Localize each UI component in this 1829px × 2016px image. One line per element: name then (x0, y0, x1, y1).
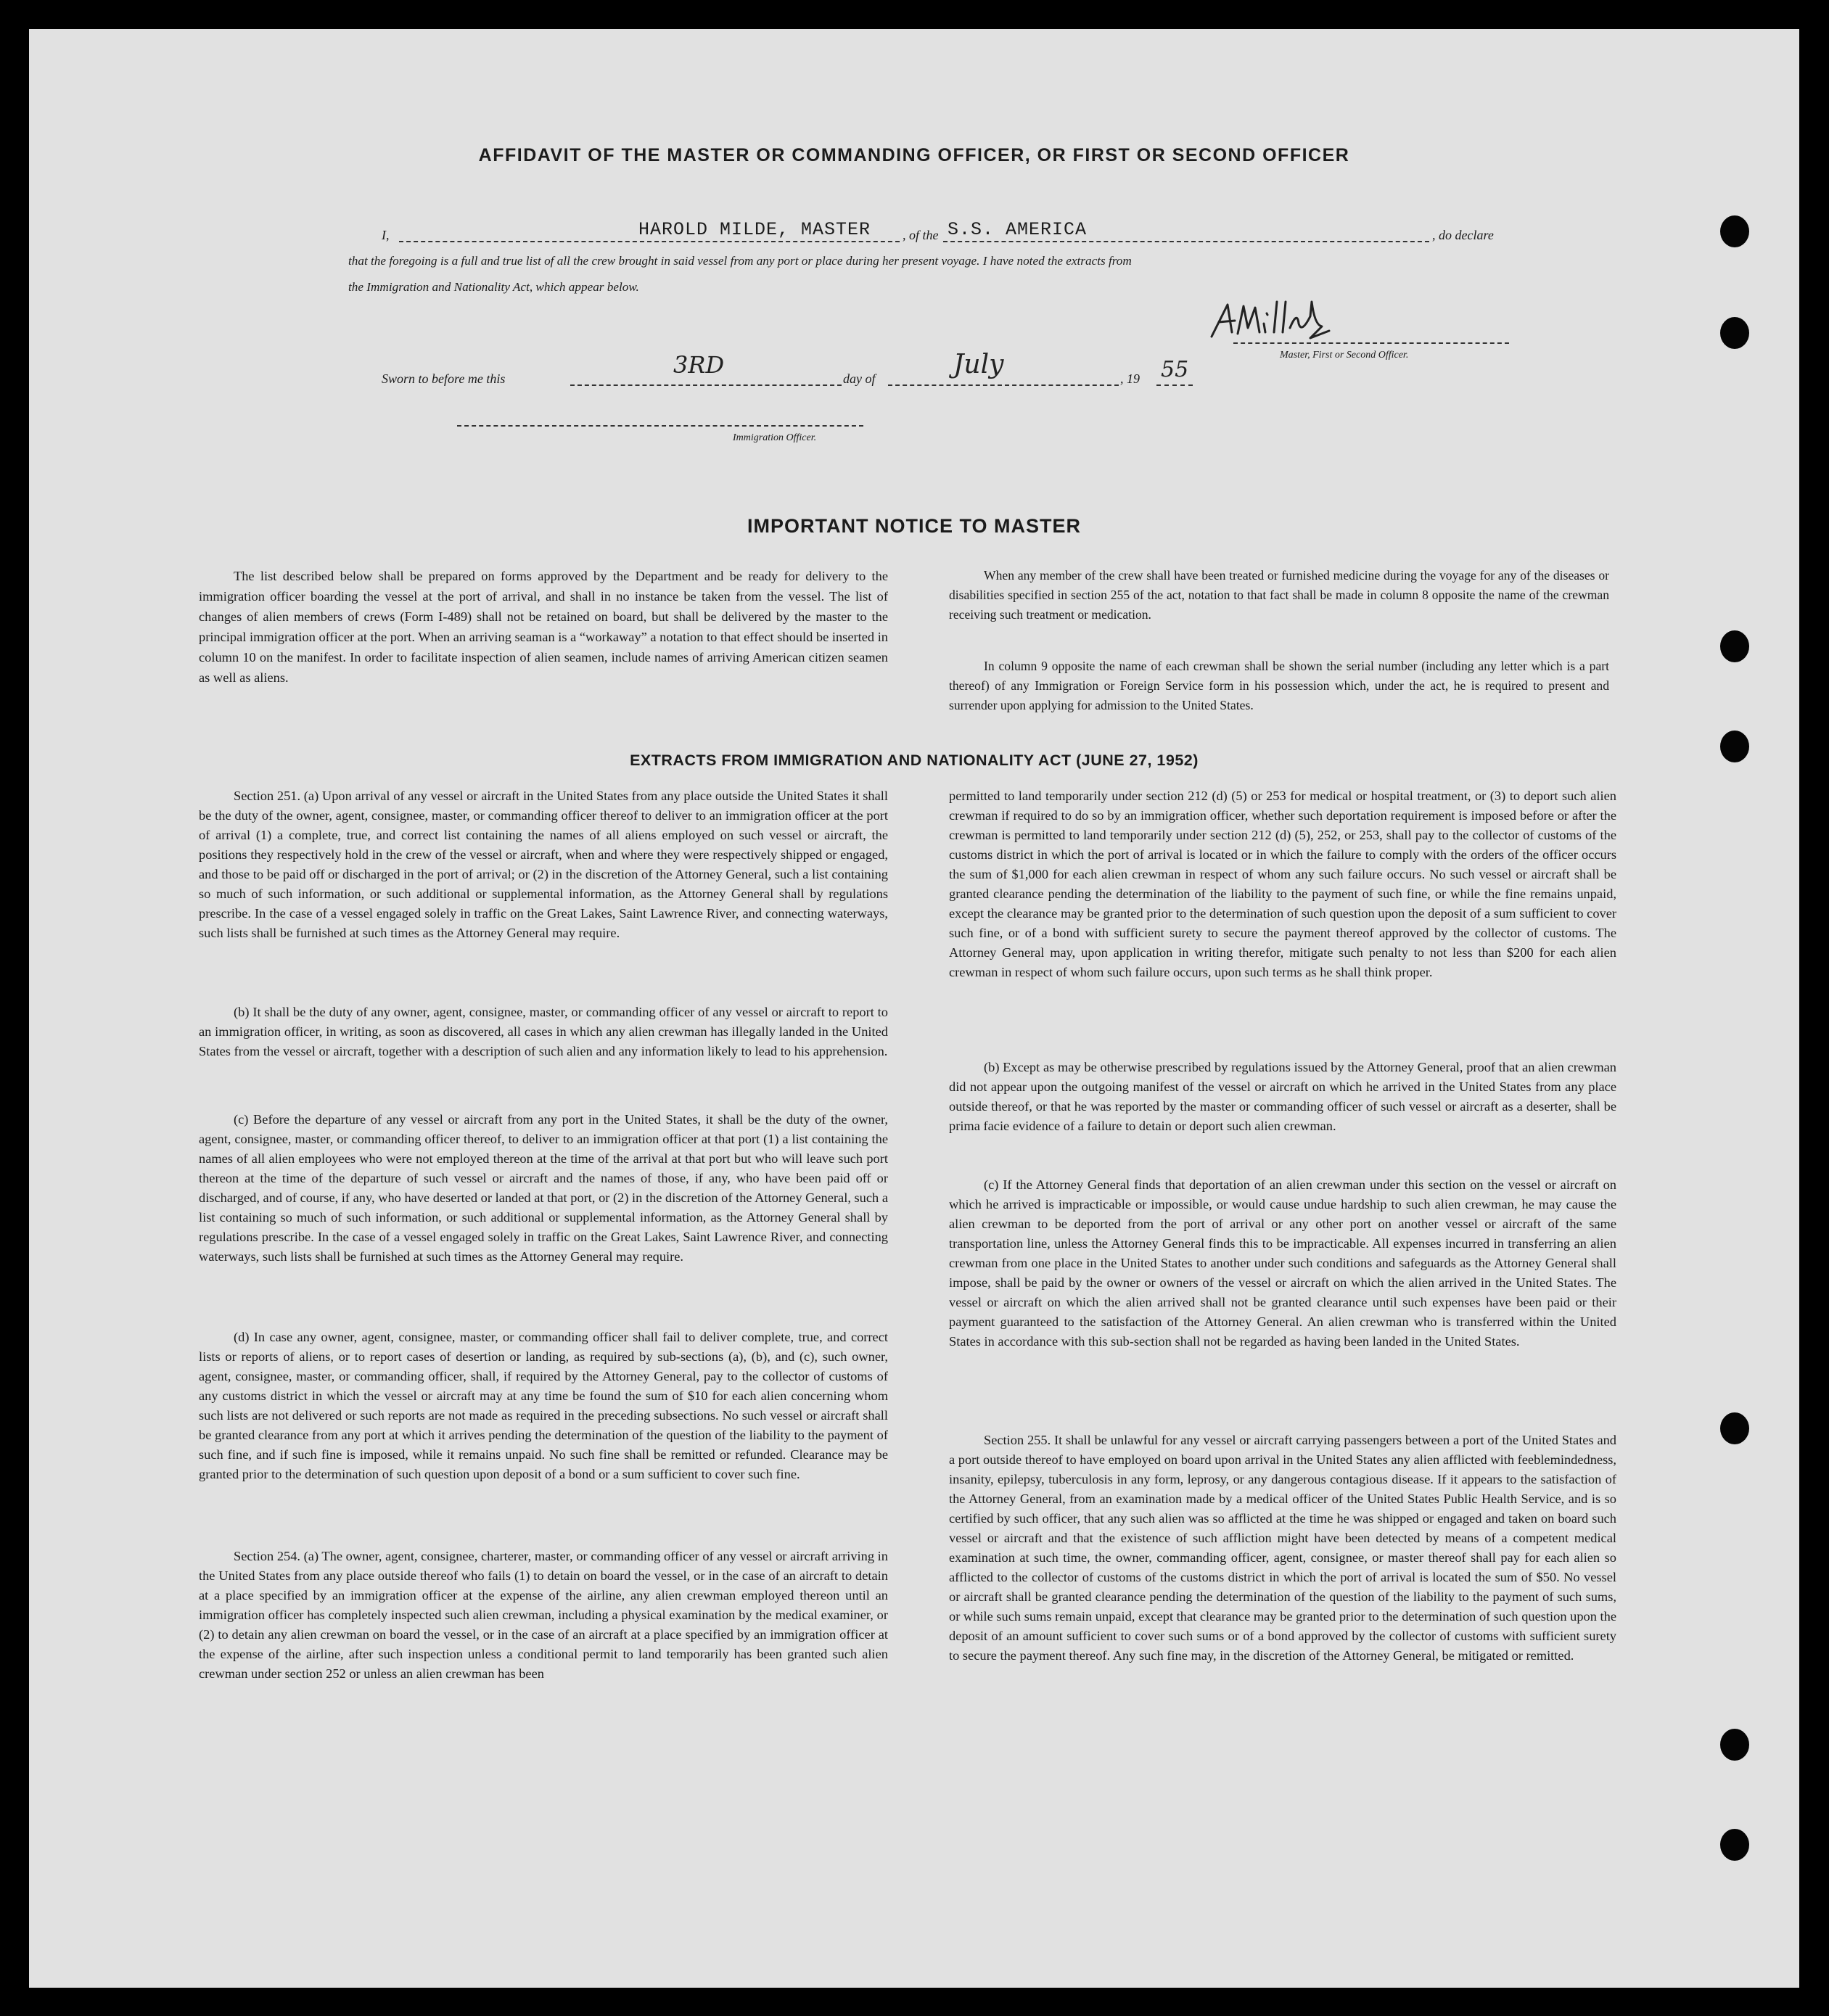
do-declare-label: , do declare (1432, 228, 1494, 242)
master-signature (1201, 296, 1347, 344)
month-blank (888, 384, 1119, 386)
day-value: 3RD (673, 351, 725, 379)
immigration-officer-line (457, 425, 863, 427)
extract-section-255: Section 255. It shall be unlawful for any vessel or aircraft carrying passengers between a port of the United States and a port outside thereof to have employed on board upon arrival in the United States any alien afflicted with feeblemindedness, insanity, epilepsy, tuberculosis in any form, leprosy, or any dangerous contagious disease. If it appears to the satisfaction of the Attorney General, from an examination made by a medical officer of the United States Public Health Service, and is so certified by such officer, that any such alien was so afflicted at the time he was shipped or engaged and taken on board such vessel or aircraft and that the existence of such affliction might have been detected by means of a competent medical examination at such time, the owner, commanding officer, agent, consignee, or master thereof shall pay for each alien so afflicted to the collector of customs of the customs district in which the port of arrival is located the sum of $50. No vessel or aircraft shall be granted clearance pending the determination of the question of the liability to the payment of such sums, or while such sums remain unpaid, except that clearance may be granted prior to the determination of such question upon the deposit of an amount sufficient to cover such sums or of a bond approved by the collector of customs with sufficient surety to secure the payment thereof. Any such fine may, in the discretion of the Attorney General, be mitigated or remitted. (949, 1433, 1616, 1663)
notice-right-paragraph-1: When any member of the crew shall have been treated or furnished medicine during the voyage for any of the diseases or disabilities specified in section 255 of the act, notation to that fact shall be made in column 8 opposite the name of the crewman receiving such treatment or medication. (949, 568, 1609, 622)
of-the-label: , of the (903, 228, 939, 242)
master-name-value: HAROLD MILDE, MASTER (638, 219, 871, 240)
master-name-blank (399, 241, 900, 242)
vessel-name-blank (943, 241, 1429, 242)
binder-hole (1720, 1729, 1749, 1761)
sworn-prefix: Sworn to before me this (382, 371, 506, 386)
year-blank (1156, 384, 1193, 386)
affidavit-line3: the Immigration and Nationality Act, which appear below. (348, 280, 639, 294)
affidavit-title: AFFIDAVIT OF THE MASTER OR COMMANDING OFFICER, OR FIRST OR SECOND OFFICER (478, 145, 1350, 165)
notice-left-paragraph: The list described below shall be prepared on forms approved by the Department and be ready for delivery to the immigration officer boarding the vessel at the port of arrival, and shall in no instance be taken from the vessel. The list of changes of alien members of crews (Form I-489) shall not be retained on board, but shall be delivered by the master to the principal immigration officer at the port. When an arriving seaman is a “workaway” a notation to that effect should be inserted in column 10 on the manifest. In order to facilitate inspection of alien seamen, include names of arriving American citizen seamen as well as aliens. (199, 569, 888, 685)
notice-title: IMPORTANT NOTICE TO MASTER (747, 515, 1081, 537)
extract-section-251a: Section 251. (a) Upon arrival of any vessel or aircraft in the United States from any place outside the United States it shall be the duty of the owner, agent, consignee, master, or commanding officer thereof to deliver to an immigration officer at the port of arrival (1) a complete, true, and correct list containing the names of all aliens employed on such vessel or aircraft, the positions they respectively hold in the crew of the vessel or aircraft, when and where they were respectively shipped or engaged, and those to be paid off or discharged in the port of arrival; or (2) in the discretion of the Attorney General, such a list containing so much of such information, or such additional or supplemental information, as the Attorney General shall by regulations prescribe. In the case of a vessel engaged solely in traffic on the Great Lakes, Saint Lawrence River, and connecting waterways, such lists shall be furnished at such times as the Attorney General may require. (199, 789, 888, 940)
affidavit-line1-start: I, (382, 228, 390, 242)
day-of-label: day of (843, 371, 876, 386)
binder-hole (1720, 215, 1749, 247)
vessel-name-value: S.S. AMERICA (948, 219, 1088, 240)
extract-section-251c: (c) Before the departure of any vessel or aircraft from any port in the United States, it shall be the duty of the owner, agent, consignee, master, or commanding officer thereof, to deliver to an immigration officer at that port (1) a list containing the names of all alien employees who were not employed thereon at the time of the arrival at that port but who will leave such port thereon at the time of the departure of such vessel or aircraft and the names of those, if any, who have been paid off or discharged, and of course, if any, who have deserted or landed at that port, or (2) in the discretion of the Attorney General, such a list containing so much of such information, or such additional or supplemental information, as the Attorney General shall by regulations prescribe. In the case of a vessel engaged solely in traffic on the Great Lakes, Saint Lawrence River, and connecting waterways, such lists shall be furnished at such times as the Attorney General may require. (199, 1112, 888, 1264)
month-value: July (953, 350, 1004, 379)
immigration-officer-caption: Immigration Officer. (733, 432, 817, 443)
signature-caption: Master, First or Second Officer. (1280, 350, 1409, 361)
binder-hole (1720, 630, 1749, 662)
binder-hole (1720, 1412, 1749, 1444)
binder-hole (1720, 317, 1749, 349)
extract-section-254c: (c) If the Attorney General finds that deportation of an alien crewman under this section on the vessel or aircraft on which he arrived is impracticable or impossible, or would cause undue hardship to such alien crewman, he may cause the alien crewman to be deported from the port of arrival or any other port on another vessel or aircraft of the same transportation line, unless the Attorney General finds this to be impracticable. All expenses incurred in transferring an alien crewman from one place in the United States to another under such conditions and safeguards as the Attorney General shall impose, shall be paid by the owner or owners of the vessel or aircraft on which the alien arrived in the United States. The vessel or aircraft on which the alien arrived shall not be granted clearance until such expenses have been paid or their payment guaranteed to the satisfaction of the Attorney General. An alien crewman who is transferred within the United States in accordance with this sub-section shall not be regarded as having been landed in the United States. (949, 1177, 1616, 1349)
binder-hole (1720, 1829, 1749, 1861)
year-prefix: , 19 (1120, 371, 1140, 386)
day-blank (570, 384, 842, 386)
notice-right-paragraph-2: In column 9 opposite the name of each crewman shall be shown the serial number (including any letter which is a part thereof) of any Immigration or Foreign Service form in his possession which, under the act, he is required to present and surrender upon applying for admission to the United States. (949, 659, 1609, 712)
extract-section-254a: Section 254. (a) The owner, agent, consignee, charterer, master, or commanding officer of any vessel or aircraft arriving in the United States from any place outside thereof who fails (1) to detain on board the vessel, or in the case of an aircraft to detain at a place specified by an immigration officer at the expense of the airline, any alien crewman employed thereon until an immigration officer has completely inspected such alien crewman, including a physical examination by the medical examiner, or (2) to detain any alien crewman on board the vessel, or in the case of an aircraft at a place specified by an immigration officer at the expense of the airline, after such inspection unless a conditional permit to land temporarily has been granted such alien crewman under section 252 or unless an alien crewman has been (199, 1549, 888, 1681)
extracts-title: EXTRACTS FROM IMMIGRATION AND NATIONALITY ACT (JUNE 27, 1952) (630, 752, 1199, 769)
year-value: 55 (1161, 357, 1189, 382)
extract-section-251d: (d) In case any owner, agent, consignee, master, or commanding officer shall fail to deliver complete, true, and correct lists or reports of aliens, or to report cases of desertion or landing, as required by sub-sections (a), (b), and (c), such owner, agent, consignee, master, or commanding officer, shall, if required by the Attorney General, pay to the collector of customs of any customs district in which the vessel or aircraft may at any time be found the sum of $10 for each alien concerning whom such lists are not delivered or such reports are not made as required in the preceding subsections. No such vessel or aircraft shall be granted clearance from any port at which it arrives pending the determination of the question of the liability to the payment of such fine, and if such fine is imposed, while it remains unpaid. No such fine shall be remitted or refunded. Clearance may be granted prior to the determination of such question upon deposit of a bond or a sum sufficient to cover such fine. (199, 1330, 888, 1481)
affidavit-line2: that the foregoing is a full and true list of all the crew brought in said vessel from any port or place during her present voyage. I have noted the extracts from (348, 254, 1132, 268)
extract-section-254b: (b) Except as may be otherwise prescribed by regulations issued by the Attorney General, proof that an alien crewman did not appear upon the outgoing manifest of the vessel or aircraft on which he arrived in the United States from any place outside thereof, or that he was reported by the master or commanding officer of such vessel or aircraft as a deserter, shall be prima facie evidence of a failure to detain or deport such alien crewman. (949, 1060, 1616, 1133)
manifest-page (29, 29, 1799, 1988)
extract-section-254a-continued: permitted to land temporarily under section 212 (d) (5) or 253 for medical or hospital treatment, or (3) to deport such alien crewman if required to do so by an immigration officer, whether such deportation requirement is imposed before or after the crewman is permitted to land temporarily under section 212 (d) (5), 252, or 253, shall pay to the collector of customs of the customs district in which the port of arrival is located or in which the failure to comply with the orders of the officer occurs the sum of $1,000 for each alien crewman in respect of whom any such failure occurs. No such vessel or aircraft shall be granted clearance pending the determination of the liability to the payment of such fine, or while the fine remains unpaid, except the clearance may be granted prior to the determination of such question upon the deposit of a sum sufficient to cover such fine, or of a bond with sufficient surety to secure the payment thereof approved by the collector of customs. The Attorney General may, upon application in writing therefor, mitigate such penalty to not less than $200 for each alien crewman in respect of whom such failure occurs, upon such terms as he shall think proper. (949, 789, 1616, 979)
extract-section-251b: (b) It shall be the duty of any owner, agent, consignee, master, or commanding officer of any vessel or aircraft to report to an immigration officer, in writing, as soon as discovered, all cases in which any alien crewman has illegally landed in the United States from the vessel or aircraft, together with a description of such alien and any information likely to lead to his apprehension. (199, 1005, 888, 1058)
